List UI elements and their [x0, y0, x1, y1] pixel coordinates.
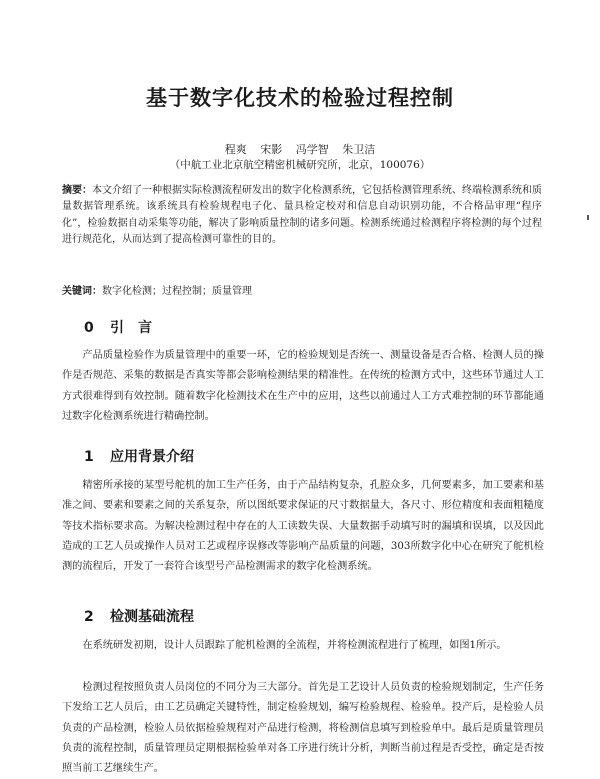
- keywords-text: 数字化检测；过程控制；质量管理: [102, 286, 252, 297]
- authors: 程爽 宋影 冯学智 朱卫洁: [224, 143, 376, 156]
- section-heading-1: [84, 446, 194, 466]
- paragraph: 产品质量检验作为质量管理中的重要一环，它的检验规划是否统一、测量设备是否合格、检测人员的操作是否规范、采集的数据是否真实等都会影响检测结果的精准性。在传统的检测方式中，这些环节通过人工方式很难得到有效控制。随着数字化检测技术在生产中的应用，这些以前通过人工方式难控制的环节都能通过数字化检测系统进行精确控制。: [62, 350, 544, 422]
- paper-title: 基于数字化技术的检验过程控制: [146, 86, 454, 110]
- affiliation: （中航工业北京航空精密机械研究所，北京，100076）: [169, 159, 431, 171]
- paragraph: 精密所承接的某型号舵机的加工生产任务，由于产品结构复杂，孔腔众多，几何要素多，加工要素和基准之间、要素和要素之间的关系复杂，所以图纸要求保证的尺寸数据量大，各尺寸、形位精度和表面粗糙度等技术指标要求高。为解决检测过程中存在的人工读数失误、大量数据手动填写时的漏填和误填，以及因此造成的工艺人员或操作人员对工艺或程序误修改等影响产品质量的问题，303所数字化中心在研究了舵机检测的流程后，开发了一套符合该型号产品检测需求的数字化检测系统。: [62, 480, 544, 573]
- section-number: 0: [84, 320, 94, 336]
- section-number: 2: [84, 609, 94, 625]
- abstract-label: 摘要：: [62, 185, 92, 196]
- paragraph: 在系统研发初期，设计人员跟踪了舵机检测的全流程，并将检测流程进行了梳理，如图1所示。: [82, 640, 507, 651]
- abstract-text: 本文介绍了一种根据实际检测流程研发出的数字化检测系统，它包括检测管理系统、终端检测系统和质量数据管理系统。该系统具有检验规程电子化、量具检定校对和信息自动识别功能，不合格品审理“程序化”，检验数据自动采集等功能，解决了影响质量控制的诸多问题。检测系统通过检测程序将检测的每个过程进行规范化，从而达到了提高检测可靠性的目的。: [62, 185, 542, 245]
- keywords: [62, 284, 542, 300]
- paragraph: 检测过程按照负责人员岗位的不同分为三大部分。首先是工艺设计人员负责的检验规划制定，生产任务下发给工艺人员后，由工艺员确定关键特性，制定检验规划，编写检验规程、检验单。投产后，是检验人员负责的产品检测，检验人员依据检验规程对产品进行检测，将检测信息填写到检验单中。最后是质量管理员负责的流程控制，质量管理员定期根据检验单对各工序进行统计分析，判断当前过程是否受控，确定是否按照当前工艺继续生产。: [62, 682, 544, 775]
- section-title: 检测基础流程: [110, 609, 194, 625]
- section-heading-0: [84, 317, 152, 337]
- scan-mark: [587, 215, 589, 220]
- section-number: 1: [84, 449, 94, 465]
- abstract: [62, 183, 542, 248]
- section-heading-2: [84, 606, 194, 626]
- keywords-label: 关键词：: [62, 286, 102, 297]
- section-title: 应用背景介绍: [110, 449, 194, 465]
- section-title: 引 言: [110, 320, 152, 336]
